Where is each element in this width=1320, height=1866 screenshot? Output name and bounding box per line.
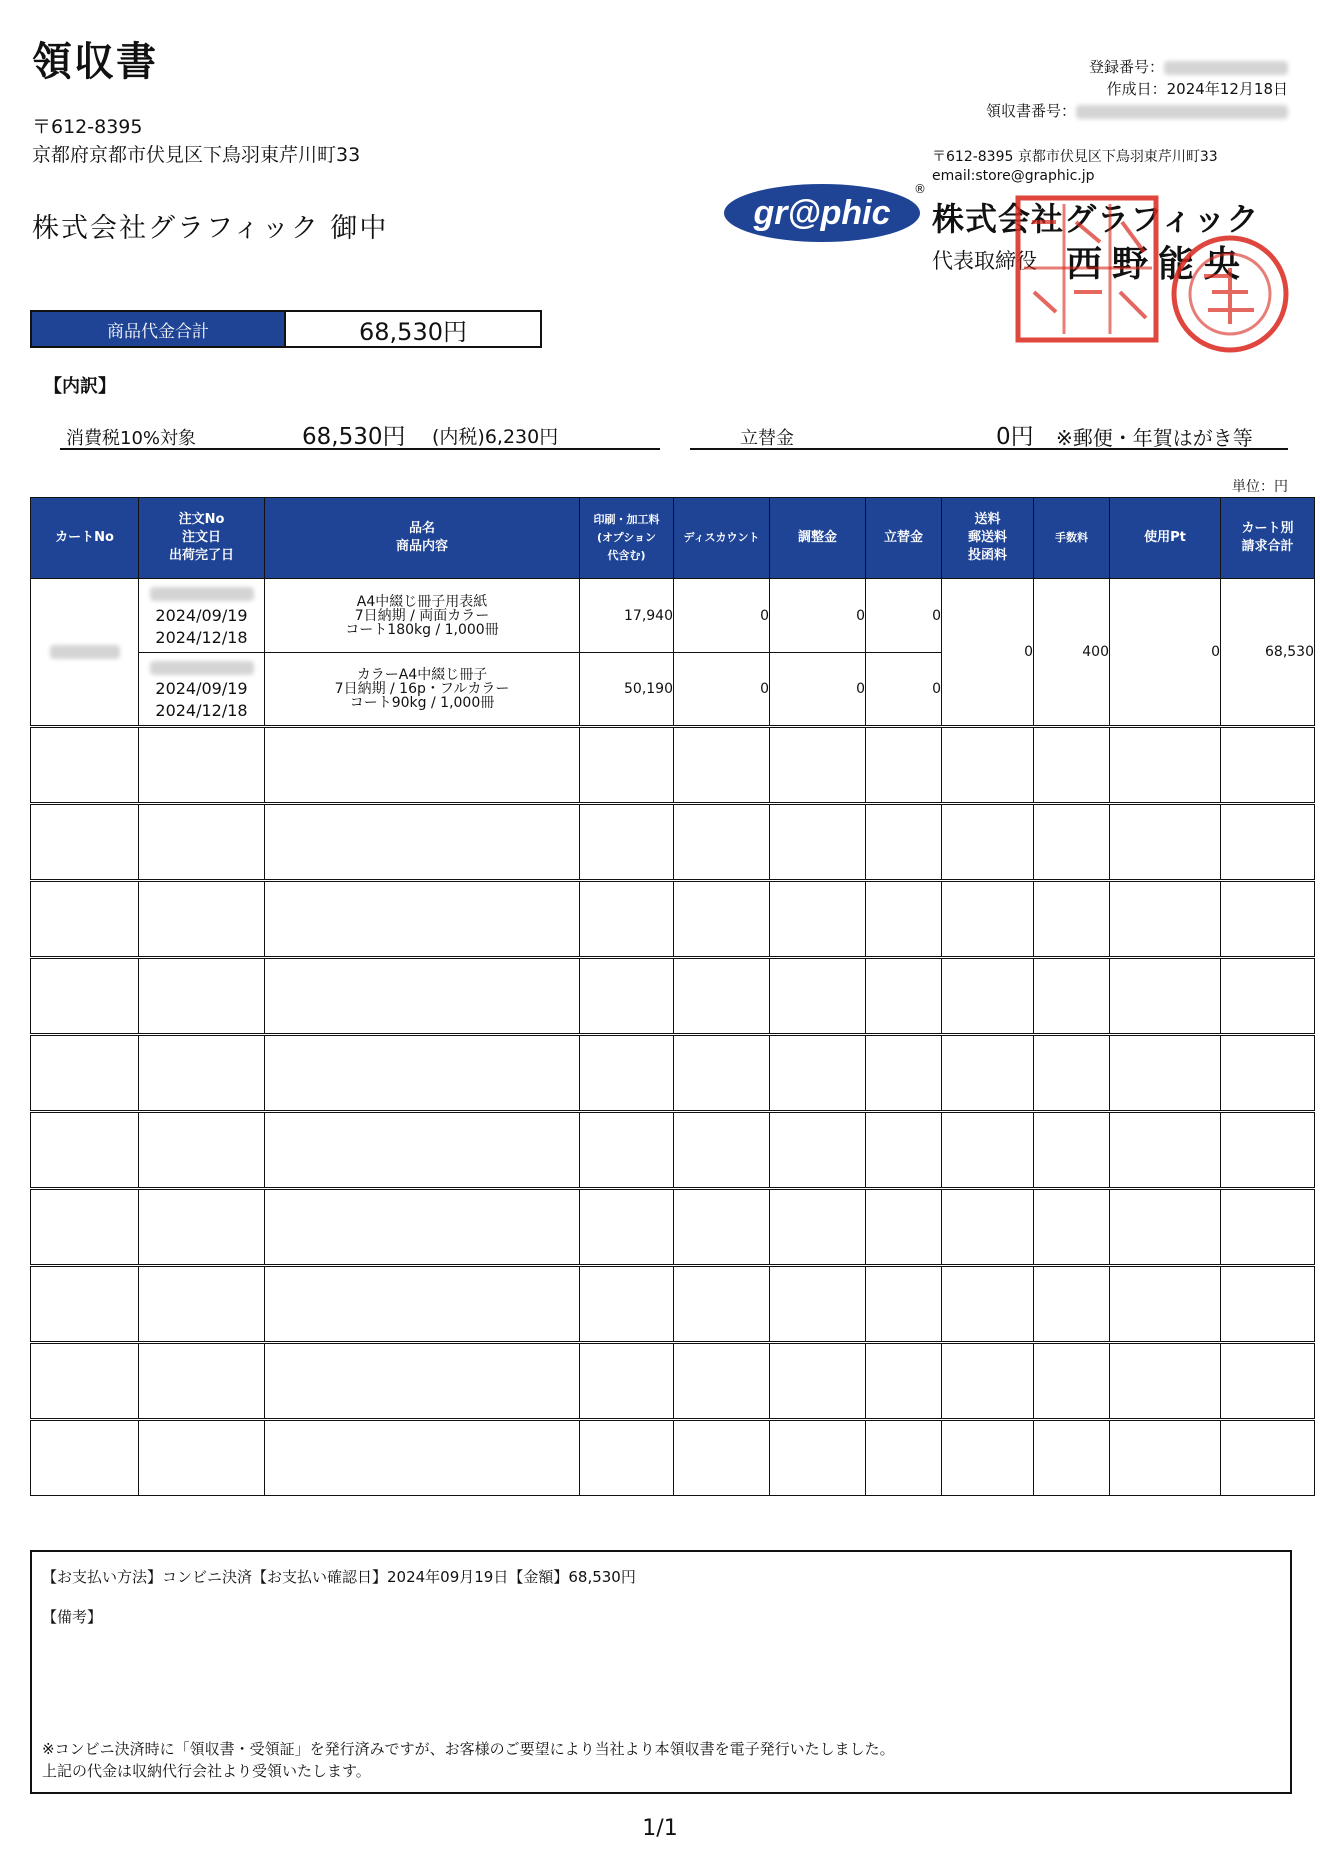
cart-total: 68,530 bbox=[1221, 579, 1315, 727]
page-number: 1/1 bbox=[642, 1816, 678, 1841]
advance-label: 立替金 bbox=[740, 428, 794, 449]
empty-row bbox=[31, 881, 1315, 958]
header-discount: ディスカウント bbox=[674, 498, 770, 579]
payment-box bbox=[30, 1550, 1292, 1794]
total-value: 68,530円 bbox=[284, 312, 540, 346]
empty-row bbox=[31, 1343, 1315, 1420]
payment-note: ※コンビニ決済時に「領収書・受領証」を発行済みですが、お客様のご要望により当社より本領収書を電子発行いたしました。 bbox=[42, 1740, 895, 1758]
discount: 0 bbox=[674, 579, 770, 653]
issuer-email: email:store@graphic.jp bbox=[932, 168, 1095, 184]
payment-note-2: 上記の代金は収納代行会社より受領いたします。 bbox=[42, 1762, 371, 1780]
header-points: 使用Pt bbox=[1110, 498, 1221, 579]
customer-name: 株式会社グラフィック 御中 bbox=[32, 213, 389, 244]
empty-row bbox=[31, 1266, 1315, 1343]
advance-note: ※郵便・年賀はがき等 bbox=[1056, 426, 1253, 450]
table-header-row bbox=[31, 498, 1315, 579]
unit-label: 単位：円 bbox=[1232, 479, 1288, 495]
header-shipping: 送料 郵送料 投函料 bbox=[942, 498, 1034, 579]
fee: 400 bbox=[1034, 579, 1110, 727]
registered-mark: ® bbox=[914, 182, 926, 196]
tax-line bbox=[60, 418, 660, 450]
tax-amount: 68,530円 bbox=[302, 424, 406, 450]
document-title: 領収書 bbox=[32, 39, 158, 85]
discount: 0 bbox=[674, 653, 770, 727]
registration-number: 登録番号： bbox=[1089, 56, 1288, 77]
advance: 0 bbox=[866, 579, 942, 653]
order-info: 2024/09/19 2024/12/18 bbox=[139, 653, 265, 727]
tax-included: (内税)6,230円 bbox=[432, 426, 559, 448]
receipt-number: 領収書番号： bbox=[986, 100, 1288, 121]
empty-row bbox=[31, 1035, 1315, 1112]
order-info: 2024/09/19 2024/12/18 bbox=[139, 579, 265, 653]
customer-address: 京都府京都市伏見区下鳥羽東芹川町33 bbox=[32, 144, 361, 166]
redacted-value bbox=[1164, 61, 1288, 75]
print-fee: 17,940 bbox=[580, 579, 674, 653]
header-cart-total: カート別 請求合計 bbox=[1221, 498, 1315, 579]
issuer-name: 株式会社グラフィック bbox=[932, 200, 1260, 238]
points: 0 bbox=[1110, 579, 1221, 727]
company-logo: gr@phic bbox=[724, 184, 920, 242]
header-advance: 立替金 bbox=[866, 498, 942, 579]
empty-row bbox=[31, 804, 1315, 881]
adjust: 0 bbox=[770, 579, 866, 653]
redacted-value bbox=[150, 661, 254, 675]
remarks-heading: 【備考】 bbox=[42, 1608, 103, 1626]
header-print: 印刷・加工料 (オプション 代含む) bbox=[580, 498, 674, 579]
adjust: 0 bbox=[770, 653, 866, 727]
customer-postal: 〒612-8395 bbox=[32, 116, 143, 138]
order-table bbox=[30, 497, 1315, 1496]
cart-number bbox=[31, 579, 139, 727]
empty-row bbox=[31, 958, 1315, 1035]
header-fee: 手数料 bbox=[1034, 498, 1110, 579]
empty-row bbox=[31, 727, 1315, 804]
issuer-representative: 西野能央 bbox=[1066, 243, 1251, 285]
company-seal-icon bbox=[1012, 192, 1164, 348]
header-adjust: 調整金 bbox=[770, 498, 866, 579]
header-cart: カートNo bbox=[31, 498, 139, 579]
print-fee: 50,190 bbox=[580, 653, 674, 727]
shipping: 0 bbox=[942, 579, 1034, 727]
redacted-value bbox=[1076, 105, 1288, 119]
issuer-title: 代表取締役 bbox=[932, 249, 1037, 273]
breakdown-heading: 【内訳】 bbox=[44, 376, 116, 397]
advance-line bbox=[690, 418, 1288, 450]
redacted-value bbox=[150, 587, 254, 601]
product-desc: カラーA4中綴じ冊子 7日納期 / 16p・フルカラー コート90kg / 1,000冊 bbox=[265, 653, 580, 727]
table-row bbox=[31, 579, 1315, 653]
advance: 0 bbox=[866, 653, 942, 727]
empty-row bbox=[31, 1112, 1315, 1189]
empty-row bbox=[31, 1189, 1315, 1266]
tax-label: 消費税10%対象 bbox=[66, 428, 197, 449]
issuer-address: 〒612-8395 京都市伏見区下鳥羽東芹川町33 bbox=[932, 149, 1218, 165]
redacted-value bbox=[50, 645, 120, 659]
created-date: 作成日：2024年12月18日 bbox=[1106, 80, 1288, 98]
header-product: 品名 商品内容 bbox=[265, 498, 580, 579]
empty-row bbox=[31, 1420, 1315, 1496]
total-label: 商品代金合計 bbox=[32, 312, 284, 346]
total-box bbox=[30, 310, 542, 348]
header-order: 注文No 注文日 出荷完了日 bbox=[139, 498, 265, 579]
advance-amount: 0円 bbox=[996, 424, 1034, 450]
representative-seal-icon bbox=[1168, 232, 1292, 356]
payment-info: 【お支払い方法】コンビニ決済【お支払い確認日】2024年09月19日【金額】68,530円 bbox=[42, 1568, 636, 1586]
product-desc: A4中綴じ冊子用表紙 7日納期 / 両面カラー コート180kg / 1,000冊 bbox=[265, 579, 580, 653]
